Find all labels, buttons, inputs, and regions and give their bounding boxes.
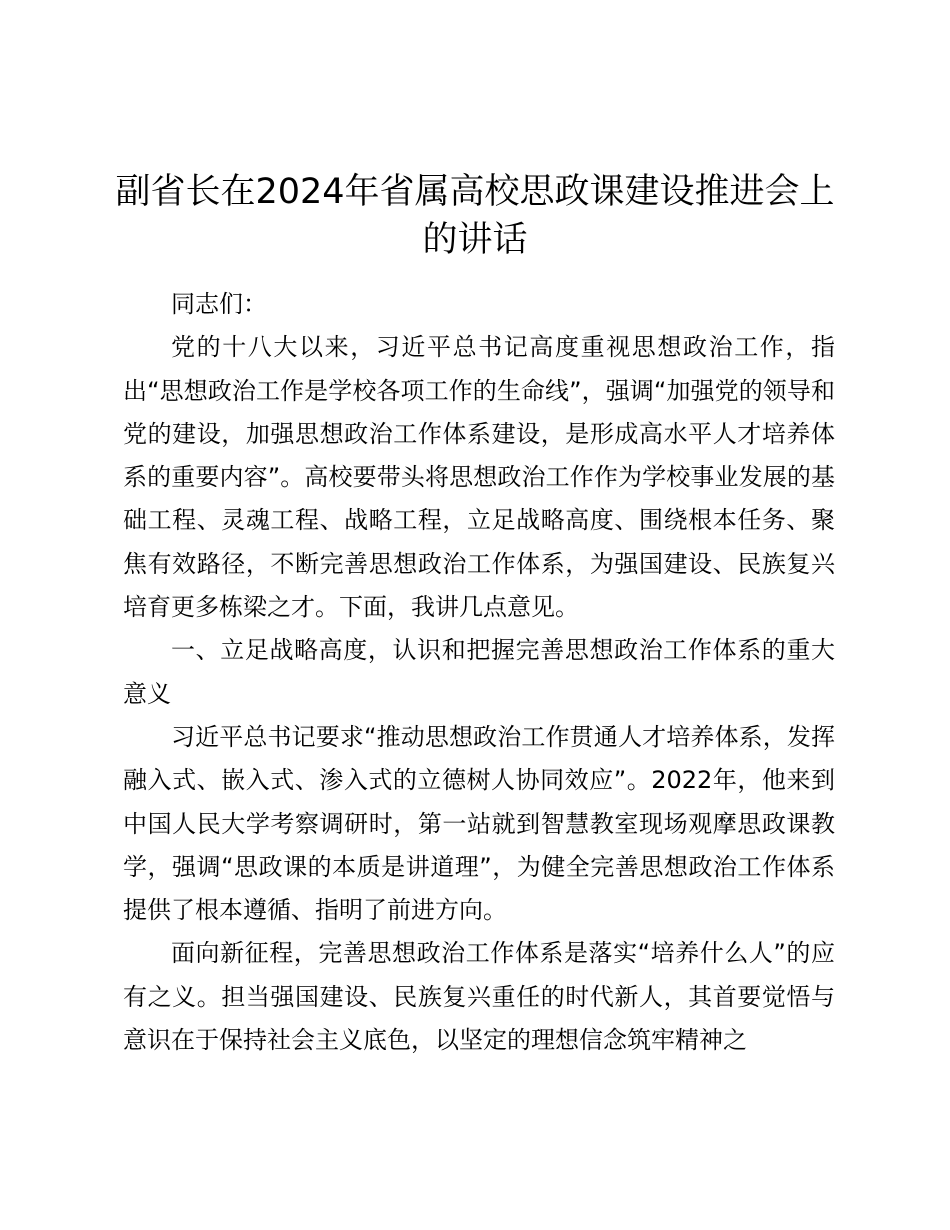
document-title: 副省长在2024年省属高校思政课建设推进会上的讲话 — [115, 172, 835, 260]
body-paragraph: 面向新征程，完善思想政治工作体系是落实“培养什么人”的应有之义。担当强国建设、民族复兴重任的时代新人，其首要觉悟与意识在于保持社会主义底色，以坚定的理想信念筑牢精神之 — [123, 939, 835, 1055]
section-heading-1: 一、立足战略高度，认识和把握完善思想政治工作体系的重大意义 — [123, 636, 835, 708]
salutation-paragraph: 同志们： — [171, 290, 267, 318]
intro-paragraph: 党的十八大以来，习近平总书记高度重视思想政治工作，指出“思想政治工作是学校各项工作的生命线”，强调“加强党的领导和党的建设，加强思想政治工作体系建设，是形成高水平人才培养体系的重要内容”。高校要带头将思想政治工作作为学校事业发展的基础工程、灵魂工程、战略工程，立足战略高度、围绕根本任务、聚焦有效路径，不断完善思想政治工作体系，为强国建设、民族复兴培育更多栋梁之才。下面，我讲几点意见。 — [123, 333, 835, 622]
body-paragraph: 习近平总书记要求“推动思想政治工作贯通人才培养体系，发挥融入式、嵌入式、渗入式的立德树人协同效应”。2022年，他来到中国人民大学考察调研时，第一站就到智慧教室现场观摩思政课教学，强调“思政课的本质是讲道理”，为健全完善思想政治工作体系提供了根本遵循、指明了前进方向。 — [123, 722, 835, 925]
document-body — [123, 283, 835, 1062]
